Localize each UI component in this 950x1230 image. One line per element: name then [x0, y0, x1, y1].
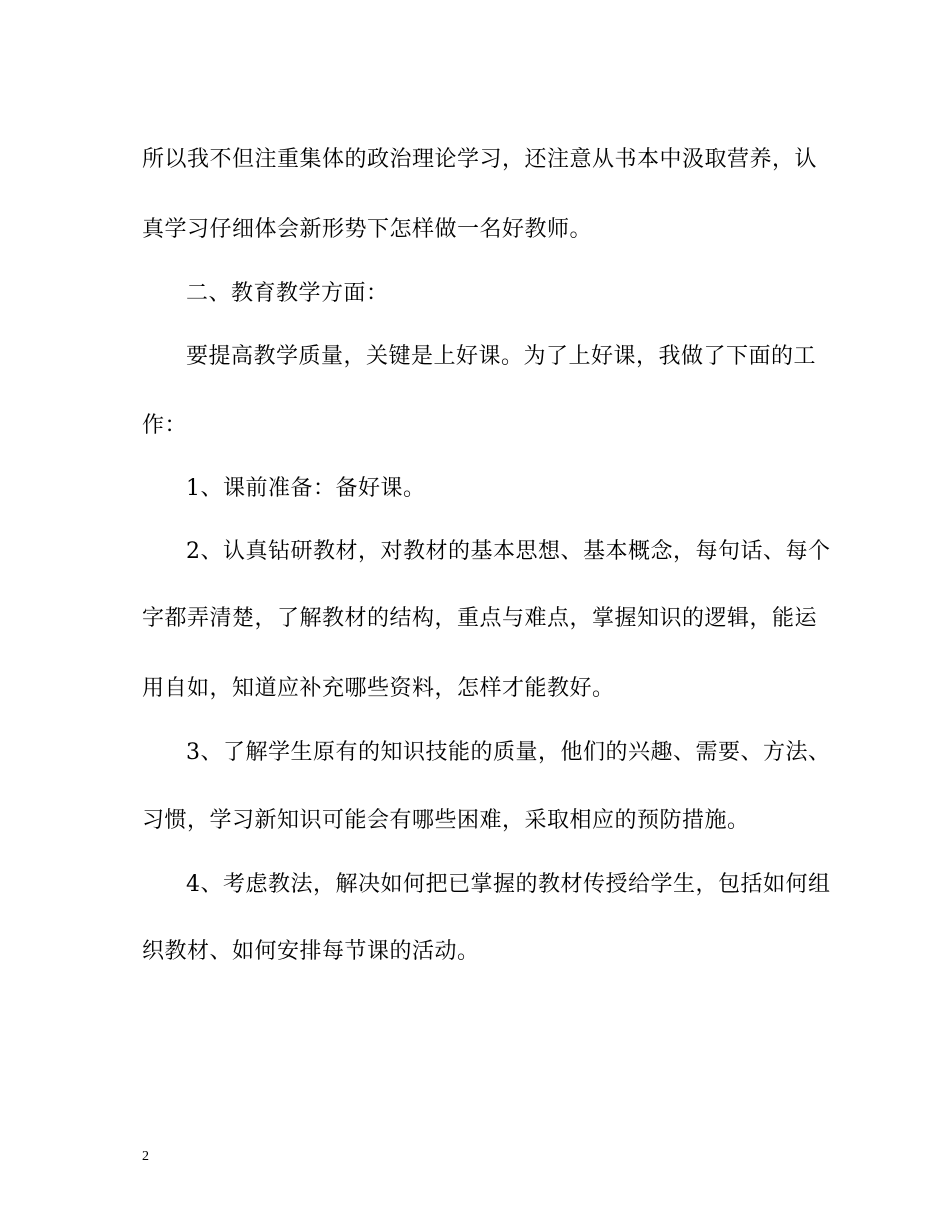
- page-number: 2: [142, 1149, 149, 1164]
- list-item-2-line-1: 2、认真钻研教材，对教材的基本思想、基本概念，每句话、每个: [186, 539, 831, 564]
- text-line-2: 真学习仔细体会新形势下怎样做一名好教师。: [142, 217, 593, 242]
- list-item-2-line-3: 用自如，知道应补充哪些资料，怎样才能教好。: [142, 676, 615, 701]
- list-item-1: 1、课前准备：备好课。: [186, 476, 426, 501]
- text-line-4: 要提高教学质量，关键是上好课。为了上好课，我做了下面的工: [186, 344, 817, 369]
- text-line-1: 所以我不但注重集体的政治理论学习，还注意从书本中汲取营养，认: [142, 147, 818, 172]
- section-heading: 二、教育教学方面：: [186, 281, 389, 306]
- list-item-3-line-1: 3、了解学生原有的知识技能的质量，他们的兴趣、需要、方法、: [186, 740, 831, 765]
- list-item-3-line-2: 习惯，学习新知识可能会有哪些困难，采取相应的预防措施。: [142, 808, 750, 833]
- list-item-2-line-2: 字都弄清楚，了解教材的结构，重点与难点，掌握知识的逻辑，能运: [142, 606, 818, 631]
- list-item-4-line-2: 织教材、如何安排每节课的活动。: [142, 939, 480, 964]
- text-line-5: 作：: [142, 413, 188, 438]
- list-item-4-line-1: 4、考虑教法，解决如何把已掌握的教材传授给学生，包括如何组: [186, 872, 831, 897]
